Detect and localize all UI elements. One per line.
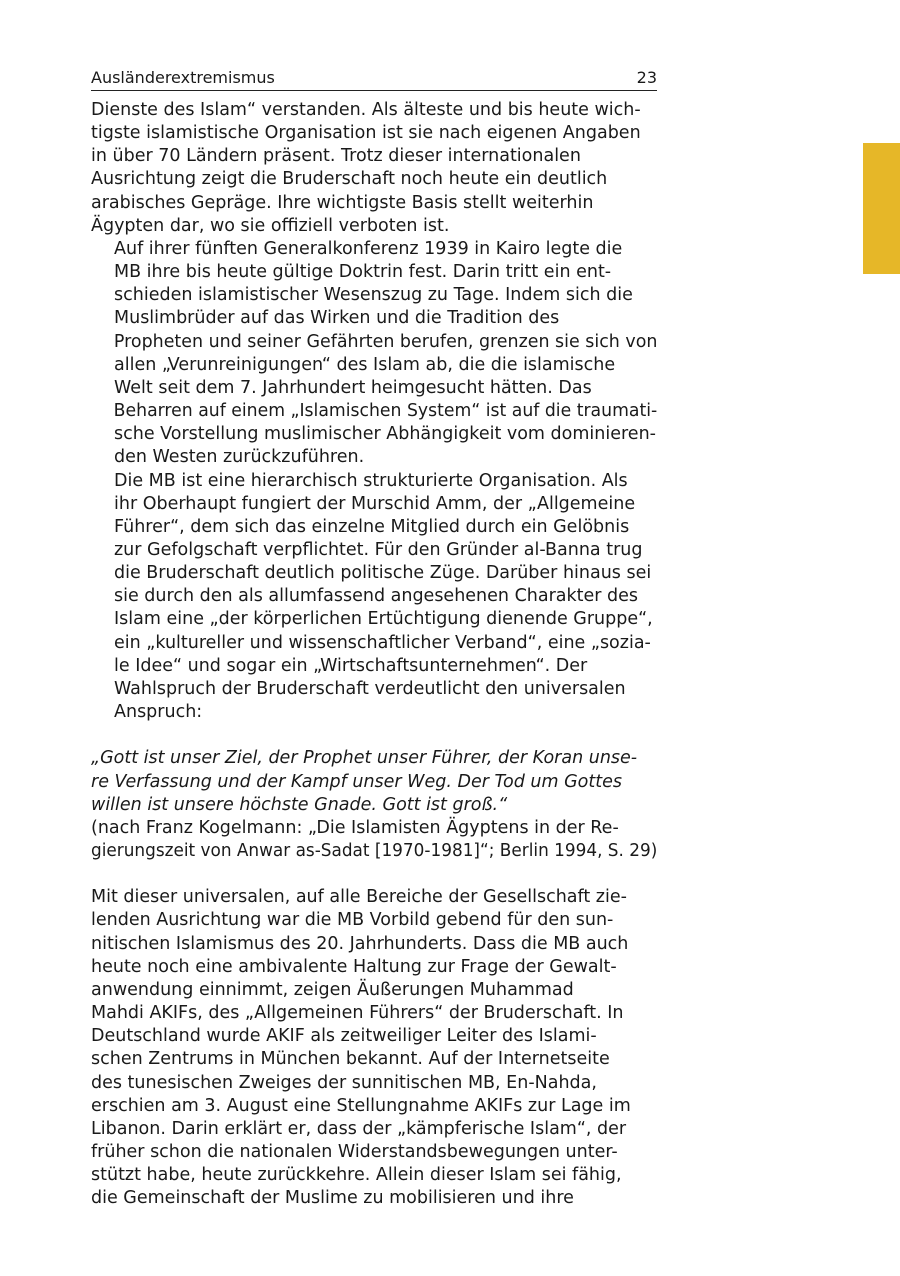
text-line: Anspruch: <box>114 702 203 723</box>
text-line: sie durch den als allumfassend angesehenen Charakter des <box>114 586 639 607</box>
paragraph-1 <box>91 99 657 238</box>
text-line: Beharren auf einem „Islamischen System“ ist auf die traumati- <box>113 401 658 422</box>
chapter-tab-marker <box>863 143 900 274</box>
paragraph-2 <box>91 238 657 470</box>
text-line: Welt seit dem 7. Jahrhundert heimgesucht hätten. Das <box>114 377 592 398</box>
text-line: heute noch eine ambivalente Haltung zur Frage der Gewalt- <box>91 956 617 977</box>
text-line: arabisches Gepräge. Ihre wichtigste Basis stellt weiterhin <box>91 192 594 213</box>
text-line: Islam eine „der körperlichen Ertüchtigung dienende Gruppe“, <box>114 609 653 630</box>
text-line: Ägypten dar, wo sie offiziell verboten ist. <box>91 215 450 236</box>
text-line: früher schon die nationalen Widerstandsbewegungen unter- <box>91 1142 618 1162</box>
page-number: 23 <box>636 68 657 87</box>
text-line: in über 70 Ländern präsent. Trotz dieser internationalen <box>91 146 581 167</box>
spacer <box>91 863 657 886</box>
body-text <box>91 99 657 1210</box>
citation-line: gierungszeit von Anwar as-Sadat [1970-1981]“; Berlin 1994, S. 29) <box>91 840 658 861</box>
text-line: le Idee“ und sogar ein „Wirtschaftsunternehmen“. Der <box>114 655 588 676</box>
text-line: ihr Oberhaupt fungiert der Murschid Amm, der „Allgemeine <box>114 493 636 514</box>
text-line: erschien am 3. August eine Stellungnahme AKIFs zur Lage im <box>91 1095 631 1116</box>
text-line: Wahlspruch der Bruderschaft verdeutlicht den universalen <box>114 678 626 699</box>
text-line: tigste islamistische Organisation ist sie nach eigenen Angaben <box>91 123 641 144</box>
text-line: Propheten und seiner Gefährten berufen, grenzen sie sich von <box>113 331 658 352</box>
text-line: Ausrichtung zeigt die Bruderschaft noch heute ein deutlich <box>91 169 608 190</box>
quote-line: re Verfassung und der Kampf unser Weg. Der Tod um Gottes <box>91 771 622 792</box>
text-line: Führer“, dem sich das einzelne Mitglied durch ein Gelöbnis <box>114 516 630 537</box>
paragraph-4 <box>91 886 657 1210</box>
text-line: sche Vorstellung muslimischer Abhängigkeit vom dominieren- <box>114 424 656 445</box>
text-line: Mit dieser universalen, auf alle Bereiche der Gesellschaft zie- <box>91 887 627 908</box>
text-line: allen „Verunreinigungen“ des Islam ab, die die islamische <box>114 354 616 375</box>
text-line: die Gemeinschaft der Muslime zu mobilisieren und ihre <box>91 1188 574 1209</box>
text-line: Muslimbrüder auf das Wirken und die Tradition des <box>114 308 560 329</box>
text-line: zur Gefolgschaft verpflichtet. Für den Gründer al-Banna trug <box>114 539 643 560</box>
text-line: Mahdi AKIFs, des „Allgemeinen Führers“ der Bruderschaft. In <box>91 1003 624 1024</box>
text-line: Auf ihrer fünften Generalkonferenz 1939 in Kairo legte die <box>114 238 623 259</box>
text-line: anwendung einnimmt, zeigen Äußerungen Muhammad <box>91 979 574 1000</box>
text-line: stützt habe, heute zurückkehre. Allein dieser Islam sei fähig, <box>91 1165 622 1186</box>
quote-line: „Gott ist unser Ziel, der Prophet unser Führer, der Koran unse- <box>91 748 638 769</box>
running-title: Ausländerextremismus <box>91 68 275 87</box>
citation-line: (nach Franz Kogelmann: „Die Islamisten Ägyptens in der Re- <box>91 817 619 838</box>
text-line: Die MB ist eine hierarchisch strukturierte Organisation. Als <box>114 470 628 491</box>
text-line: den Westen zurückzuführen. <box>114 447 365 468</box>
text-line: nitischen Islamismus des 20. Jahrhunderts. Dass die MB auch <box>91 933 629 954</box>
spacer <box>91 724 657 747</box>
running-header <box>91 68 657 91</box>
text-line: schieden islamistischer Wesenszug zu Tage. Indem sich die <box>114 285 633 306</box>
text-line: Deutschland wurde AKIF als zeitweiliger Leiter des Islami- <box>91 1026 597 1047</box>
text-line: lenden Ausrichtung war die MB Vorbild gebend für den sun- <box>91 910 614 931</box>
text-line: Dienste des Islam“ verstanden. Als älteste und bis heute wich- <box>91 100 641 120</box>
text-line: ein „kultureller und wissenschaftlicher Verband“, eine „sozia- <box>114 632 651 653</box>
block-quote <box>91 747 657 816</box>
paragraph-3 <box>91 470 657 725</box>
text-line: die Bruderschaft deutlich politische Züge. Darüber hinaus sei <box>114 563 652 584</box>
quote-citation <box>91 817 657 863</box>
text-line: Libanon. Darin erklärt er, dass der „kämpferische Islam“, der <box>91 1118 627 1139</box>
text-line: des tunesischen Zweiges der sunnitischen MB, En-Nahda, <box>91 1072 597 1093</box>
quote-line: willen ist unsere höchste Gnade. Gott ist groß.“ <box>91 794 508 815</box>
text-line: schen Zentrums in München bekannt. Auf der Internetseite <box>91 1049 610 1070</box>
text-line: MB ihre bis heute gültige Doktrin fest. Darin tritt ein ent- <box>114 262 612 283</box>
